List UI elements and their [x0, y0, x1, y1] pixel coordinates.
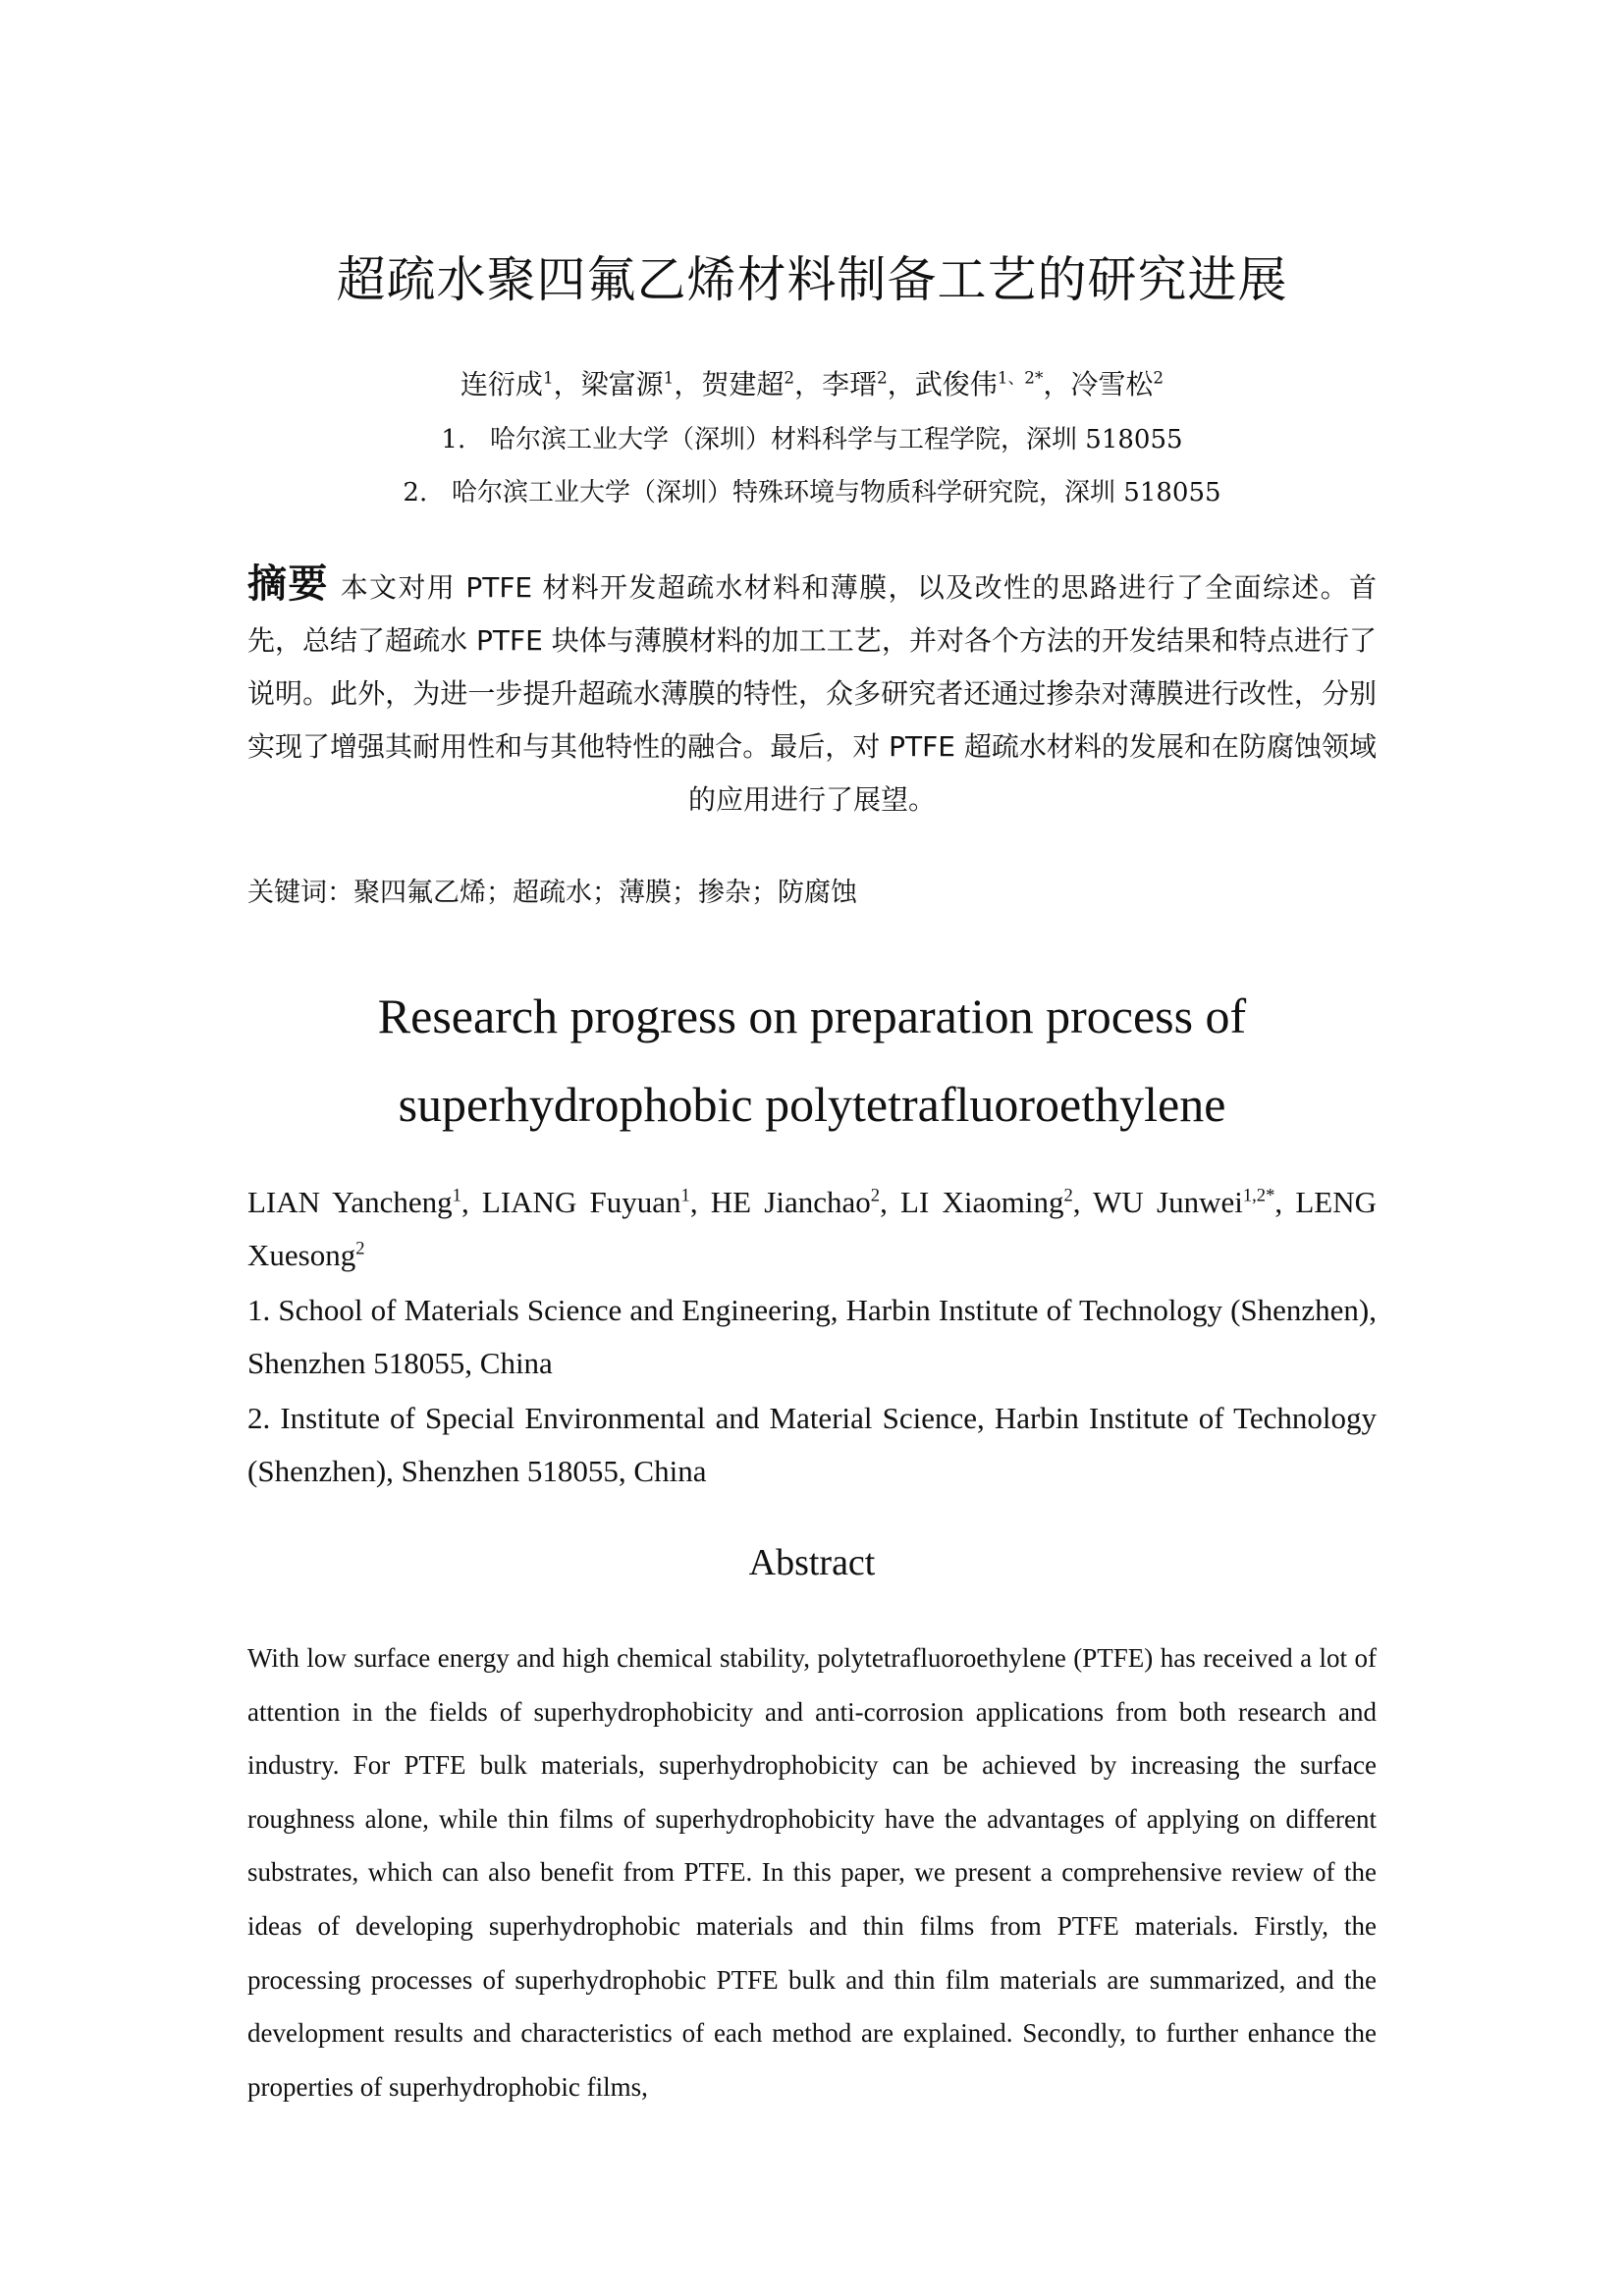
author-name: 冷雪松 — [1070, 368, 1154, 400]
author-affiliation-mark: 1 — [452, 1185, 461, 1206]
author-name: 梁富源 — [580, 368, 664, 400]
author-separator: , — [880, 1185, 901, 1219]
author-name: LI Xiaoming — [900, 1185, 1064, 1219]
affiliation-text: 哈尔滨工业大学（深圳）材料科学与工程学院，深圳 518055 — [490, 425, 1183, 454]
author-affiliation-mark: 2 — [1063, 1185, 1073, 1206]
author-name: 李瑨 — [822, 368, 878, 400]
author-separator: , — [460, 1185, 482, 1219]
author-name: 武俊伟 — [914, 368, 998, 400]
author-affiliation-mark: 1 — [680, 1185, 690, 1206]
chinese-affiliation-2 — [0, 473, 1624, 512]
author-affiliation-mark: 1 — [542, 367, 554, 388]
author-affiliation-mark: 2 — [877, 367, 888, 388]
author-name: 连衍成 — [460, 368, 543, 400]
chinese-affiliation-1 — [0, 420, 1624, 459]
author-separator: ， — [553, 368, 581, 400]
author-affiliation-mark: 2 — [784, 367, 795, 388]
author-name: WU Junwei — [1093, 1185, 1243, 1219]
author-separator: ， — [887, 368, 915, 400]
english-title-line: superhydrophobic polytetrafluoroethylene — [398, 1077, 1226, 1132]
keywords-label: 关键词： — [247, 878, 353, 908]
author-name: 贺建超 — [701, 368, 785, 400]
chinese-title: 超疏水聚四氟乙烯材料制备工艺的研究进展 — [336, 251, 1288, 308]
affiliation-number: 1. — [441, 425, 466, 454]
english-title — [0, 972, 1624, 1148]
author-name: LIANG Fuyuan — [481, 1185, 681, 1219]
author-affiliation-mark: 2 — [870, 1185, 881, 1206]
affiliation-text: 哈尔滨工业大学（深圳）特殊环境与物质科学研究院，深圳 518055 — [452, 478, 1221, 507]
english-abstract-body: With low surface energy and high chemical stability, polytetrafluoroethylene (PTFE) has received a lot of attention in the fields of superhydrophobicity and anti-corrosion applications from both research and industry. For PTFE bulk materials, superhydrophobicity can be achieved by increasing the surface roughness alone, while thin films of superhydrophobicity have the advantages of applying on different substrates, which can also benefit from PTFE. In this paper, we present a comprehensive review of the ideas of developing superhydrophobic materials and thin films from PTFE materials. Firstly, the processing processes of superhydrophobic PTFE bulk and thin film materials are summarized, and the development results and characteristics of each method are explained. Secondly, to further enhance the properties of superhydrophobic films, — [247, 1643, 1377, 2102]
english-author-list — [247, 1176, 1377, 1282]
author-name: LIAN Yancheng — [247, 1185, 453, 1219]
chinese-abstract — [247, 558, 1377, 827]
english-affiliation-1: 1. School of Materials Science and Engineering, Harbin Institute of Technology (Shenzhen), Shenzhen 518055, China — [247, 1293, 1377, 1380]
abstract-text: 本文对用 PTFE 材料开发超疏水材料和薄膜，以及改性的思路进行了全面综述。首先，总结了超疏水 PTFE 块体与薄膜材料的加工工艺，并对各个方法的开发结果和特点进行了说明。此外，为进一步提升超疏水薄膜的特性，众多研究者还通过掺杂对薄膜进行改性，分别实现了增强其耐用性和与其他特性的融合。最后，对 PTFE 超疏水材料的发展和在防腐蚀领域的应用进行了展望。 — [247, 571, 1378, 816]
author-affiliation-mark: 2 — [1153, 367, 1164, 388]
english-affiliation-2: 2. Institute of Special Environmental and Material Science, Harbin Institute of Technology (Shenzhen), Shenzhen 518055, China — [247, 1401, 1377, 1488]
author-separator: , — [1072, 1185, 1094, 1219]
author-affiliation-mark: 1,2* — [1242, 1185, 1275, 1206]
author-separator: , — [1274, 1185, 1296, 1219]
chinese-author-list — [0, 365, 1624, 404]
english-abstract-heading: Abstract — [748, 1542, 876, 1583]
author-separator: , — [689, 1185, 711, 1219]
author-separator: ， — [1043, 368, 1071, 400]
author-affiliation-mark: 1、2* — [997, 367, 1044, 388]
author-affiliation-mark: 1 — [663, 367, 675, 388]
affiliation-number: 2. — [403, 478, 428, 507]
english-title-line: Research progress on preparation process of — [377, 988, 1247, 1043]
author-affiliation-mark: 2 — [355, 1238, 365, 1259]
keywords-text: 聚四氟乙烯；超疏水；薄膜；掺杂；防腐蚀 — [353, 878, 857, 908]
author-separator: ， — [674, 368, 702, 400]
author-name: HE Jianchao — [710, 1185, 871, 1219]
author-name: LENG Xuesong — [247, 1185, 1377, 1272]
abstract-label: 摘要 — [247, 561, 329, 607]
chinese-keywords — [247, 874, 1377, 913]
author-separator: ， — [794, 368, 823, 400]
